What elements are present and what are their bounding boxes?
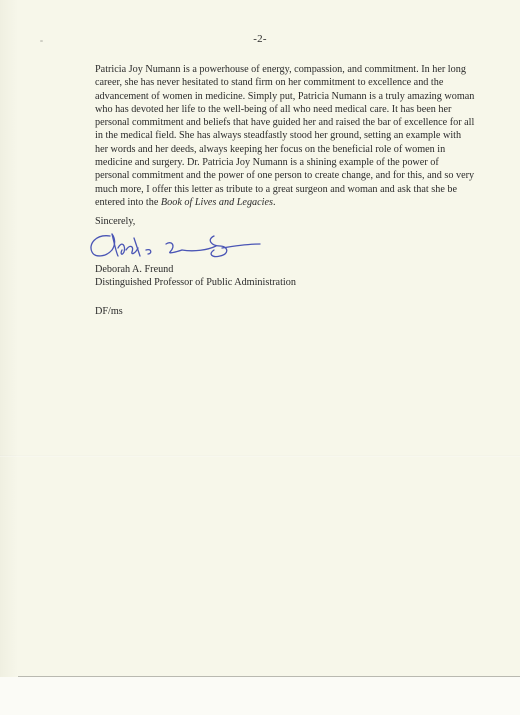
paper-fold-line [0,455,520,457]
closing-salutation: Sincerely, [95,216,136,227]
page-number: -2- [253,33,267,45]
body-text-end: . [272,196,276,208]
paper-left-edge [0,0,18,677]
scan-bottom-margin [0,677,520,715]
handwritten-signature [82,222,272,266]
body-text-main: Patricia Joy Numann is a powerhouse of energy, compassion, and commitment. In her long career, she has never hesitated to stand firm on her commitment to excellence and the advancement of women in medicine. Simply put, Patricia Numann is a truly amazing woman who has devoted her life to the well-being of all who need medical care. It has been her personal commitment and beliefs that have guided her and raised the bar of excellence for all in the medical field. She has always steadfastly stood her ground, setting an example with her words and her deeds, always keeping her focus on the beneficial role of women in medicine and surgery. Dr. Patricia Joy Numann is a shining example of the power of personal commitment and the power of one person to create change, and for this, and so very much more, I offer this letter as tribute to a great surgeon and woman and ask that she be entered into the [95,64,475,208]
typist-initials: DF/ms [95,306,123,317]
letter-body-paragraph [95,63,475,209]
signer-name: Deborah A. Freund [95,264,174,275]
signer-title: Distinguished Professor of Public Administration [95,277,296,288]
book-title: Book of Lives and Legacies [160,196,273,208]
paper-speck [40,40,43,42]
